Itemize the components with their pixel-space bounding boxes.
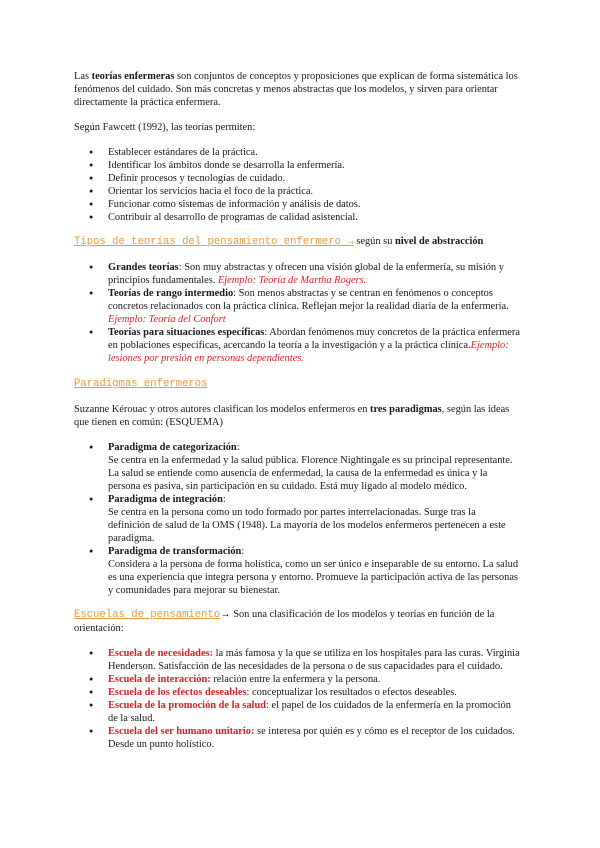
- item-text: : el papel de los cuidados de la enfermería en la promoción de la salud.: [108, 700, 511, 724]
- list-item: [74, 673, 520, 686]
- item-title: Teorías de rango intermedio: [108, 288, 234, 299]
- tipos-heading: Tipos de teorías del pensamiento enfermero →: [74, 236, 354, 248]
- paradigmas-intro-bold: tres paradigmas: [370, 404, 442, 415]
- item-text: : conceptualizar los resultados o efectos deseables.: [246, 687, 457, 698]
- document-page: [74, 70, 520, 751]
- escuelas-heading-line: [74, 608, 520, 635]
- item-title: Escuela de los efectos deseables: [108, 687, 247, 698]
- list-item: [74, 441, 520, 493]
- paradigmas-list: [74, 441, 520, 597]
- list-item: ● Establecer estándares de la práctica.: [74, 146, 520, 159]
- paradigmas-heading: Paradigmas enfermeros: [74, 378, 208, 390]
- item-title: Paradigma de integración: [108, 494, 223, 505]
- item-text: Se centra en la enfermedad y la salud pública. Florence Nightingale es su principal representante. La salud se entiende como ausencia de enfermedad, la causa de la enfermedad es única y la persona es pasiva, sin participación en su cuidado. Está muy ligado al modelo médico.: [108, 455, 513, 492]
- item-colon: :: [241, 546, 245, 557]
- tipos-list: [74, 261, 520, 365]
- tipos-heading-line: [74, 235, 520, 249]
- item-text: : Abordan fenómenos muy concretos de la práctica enfermera en poblaciones específicas, acercando la teoría a la investigación y a la práctica clínica.: [108, 327, 520, 351]
- permiten-list: [74, 146, 520, 224]
- item-text: : Son muy abstractas y ofrecen una visión global de la enfermería, su misión y principios fundamentales.: [108, 262, 504, 286]
- item-title: Escuela de la promoción de la salud: [108, 700, 266, 711]
- item-title: Escuela del ser humano unitario:: [108, 726, 255, 737]
- list-item: [74, 287, 520, 326]
- escuelas-arrow-text: → Son una clasificación de los modelos y teorías en función de la orientación:: [74, 609, 495, 634]
- item-text: Considera a la persona de forma holística, como un ser único e inseparable de su entorno. La salud es una experiencia que integra persona y entorno. Promueve la participación activa de las personas y comunidades para mejorar su bienestar.: [108, 559, 519, 596]
- item-colon: :: [236, 442, 240, 453]
- item-colon: :: [222, 494, 226, 505]
- item-text: la más famosa y la que se utiliza en los hospitales para las curas. Virginia Henderson. Satisfacción de las necesidades de la persona o de sus capacidades para el cuidado.: [108, 648, 520, 672]
- item-text: Se centra en la persona como un todo formado por partes interrelacionadas. Surge tras la definición de salud de la OMS (1948). La mayoría de los modelos enfermeros pertenecen a este paradigma.: [108, 507, 506, 544]
- list-item: ● Identificar los ámbitos donde se desarrolla la enfermería.: [74, 159, 520, 172]
- list-item: [74, 326, 520, 365]
- item-text: relación entre la enfermera y la persona.: [210, 674, 381, 685]
- intro-bold: teorías enfermeras: [91, 71, 175, 82]
- list-item: ● Funcionar como sistemas de información y análisis de datos.: [74, 198, 520, 211]
- fawcett-paragraph: Según Fawcett (1992), las teorías permiten:: [74, 122, 256, 133]
- intro-post: son conjuntos de conceptos y proposiciones que explican de forma sistemática los fenómenos del cuidado. Son más concretas y menos abstractas que los modelos, y sirven para orientar directamente la práctica enfermera.: [74, 71, 518, 108]
- item-title: Teorías para situaciones específicas: [108, 327, 265, 338]
- escuelas-heading: Escuelas de pensamiento: [74, 609, 221, 621]
- tipos-mid: según su: [353, 236, 396, 247]
- list-item: [74, 261, 520, 287]
- paradigmas-intro-post: , según las ideas que tienen en común: (ESQUEMA): [74, 404, 510, 428]
- list-item: [74, 725, 520, 751]
- item-example: Ejemplo: Teoría del Confort: [108, 314, 226, 325]
- item-example: Ejemplo: Teoría de Martha Rogers.: [217, 275, 367, 286]
- item-title: Paradigma de categorización: [108, 442, 237, 453]
- item-title: Escuela de necesidades:: [108, 648, 214, 659]
- paradigmas-heading-line: [74, 377, 520, 391]
- item-text: se interesa por quién es y cómo es el receptor de los cuidados. Desde un punto holístico.: [108, 726, 515, 750]
- list-item: [74, 647, 520, 673]
- list-item: ● Definir procesos y tecnologías de cuidado.: [74, 172, 520, 185]
- list-item: ● Orientar los servicios hacia el foco de la práctica.: [74, 185, 520, 198]
- paradigmas-intro: [74, 403, 520, 429]
- list-item: [74, 686, 520, 699]
- escuelas-list: [74, 647, 520, 751]
- list-item: ● Contribuir al desarrollo de programas de calidad asistencial.: [74, 211, 520, 224]
- item-example: Ejemplo: lesiones por presión en personas dependientes.: [108, 340, 509, 364]
- intro-paragraph: [74, 70, 520, 109]
- paradigmas-intro-pre: Suzanne Kérouac y otros autores clasifican los modelos enfermeros en: [74, 404, 371, 415]
- item-text: : Son menos abstractas y se centran en fenómenos o conceptos concretos relacionados con la práctica clínica. Reflejan mejor la realidad diaria de la enfermería.: [108, 288, 509, 312]
- tipos-bold: nivel de abstracción: [395, 236, 484, 247]
- item-title: Escuela de interacción:: [108, 674, 211, 685]
- list-item: [74, 545, 520, 597]
- intro-pre: Las: [74, 71, 92, 82]
- item-title: Grandes teorías: [108, 262, 179, 273]
- list-item: [74, 699, 520, 725]
- item-title: Paradigma de transformación: [108, 546, 242, 557]
- list-item: [74, 493, 520, 545]
